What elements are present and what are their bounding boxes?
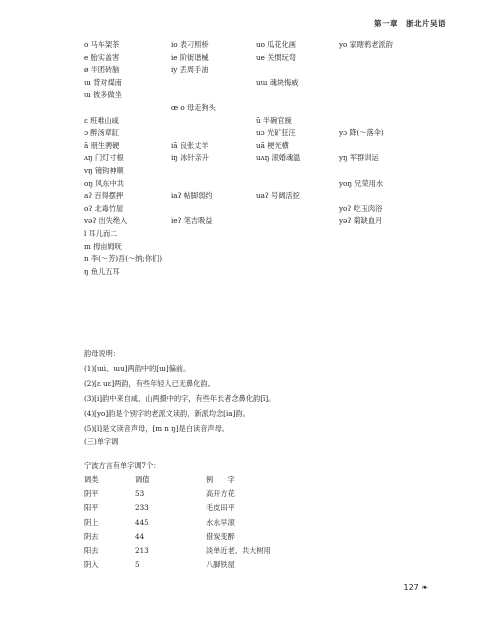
finals-row: [84, 267, 464, 280]
section-title: (三)单字调: [84, 437, 119, 446]
finals-row: [84, 254, 464, 267]
finals-row: [84, 103, 464, 116]
tone-value: 233: [135, 503, 149, 513]
tone-row: [84, 503, 344, 517]
tone-value: 5: [135, 560, 140, 570]
finals-row: [84, 204, 464, 217]
finals-row: [84, 53, 464, 66]
final-entry: ɯ 彼多做坐: [84, 90, 122, 100]
finals-table: [84, 40, 464, 279]
final-entry: yɔ 降(～落伞): [339, 128, 384, 138]
final-entry: yoʔ 吃玉肉浴: [339, 203, 383, 213]
header-example: 例 字: [206, 475, 235, 484]
final-entry: iŋ 冰针亲升: [171, 153, 209, 163]
tones-table: [84, 475, 344, 574]
tone-type: 阴去: [84, 531, 99, 541]
final-entry: yŋ 军群训运: [339, 153, 379, 163]
final-entry: o 马车架茶: [84, 40, 120, 49]
finals-row: [84, 141, 464, 154]
final-entry: uɯ 魂块悔威: [256, 77, 299, 87]
final-entry: yəʔ 菊缺血月: [339, 216, 383, 226]
final-entry: ie 阶街谐械: [171, 52, 209, 62]
final-entry: yo 家瞎鸦老派韵: [339, 40, 393, 49]
finals-row: [84, 229, 464, 242]
final-entry: n 李(～芳)吾(～纳;你们): [84, 254, 163, 264]
finals-row: [84, 40, 464, 53]
final-entry: iy 丢周手油: [171, 65, 209, 75]
tone-row: [84, 518, 344, 532]
final-entry: l 耳儿而二: [84, 228, 118, 238]
page-number: 127 ❧: [403, 583, 428, 592]
final-entry: uɔ 光矿狂汪: [256, 128, 296, 138]
finals-row: [84, 116, 464, 129]
finals-row: [84, 179, 464, 192]
tone-example: 高开方花: [206, 489, 235, 499]
final-entry: m 拇亩姆呒: [84, 241, 122, 251]
tone-example: 水永早滚: [206, 517, 235, 527]
tones-header-row: [84, 475, 344, 489]
final-entry: iã 良张丈羊: [171, 140, 209, 150]
note-line: (5)[l]是文读音声母，[m n ŋ]是白读音声母。: [84, 424, 229, 433]
finals-row: [84, 153, 464, 166]
final-entry: ũ 半碗官豌: [256, 115, 292, 125]
tone-value: 53: [135, 489, 145, 499]
tone-value: 213: [135, 545, 149, 555]
tone-type: 阴上: [84, 517, 99, 527]
tone-type: 阳平: [84, 503, 99, 513]
final-entry: ʌŋ 门灯寸根: [84, 153, 124, 163]
final-entry: ɔ 醉汤章缸: [84, 128, 120, 138]
final-entry: e 胎实盖害: [84, 52, 120, 62]
final-entry: oʔ 北毒竹屋: [84, 203, 124, 213]
note-line: (3)[i]韵中来自咸、山两摄中的字，有些年长者念鼻化韵[ĩ]。: [84, 394, 276, 403]
tones-intro: 宁波方言有单字调7个：: [84, 461, 161, 470]
final-entry: ɯ 背对煤南: [84, 77, 122, 87]
final-entry: vŋ 镜钩神顺: [84, 165, 124, 175]
tone-type: 阳去: [84, 545, 99, 555]
finals-row: [84, 191, 464, 204]
final-entry: io 表刁照桥: [171, 40, 209, 49]
finals-row: [84, 65, 464, 78]
finals-row: [84, 78, 464, 91]
tone-row: [84, 560, 344, 574]
tone-example: 淡单近老、共大树用: [206, 545, 271, 555]
tone-value: 445: [135, 517, 149, 527]
tone-example: 毛皮田平: [206, 503, 235, 513]
final-entry: vəʔ 出失绝入: [84, 216, 128, 226]
finals-row: [84, 166, 464, 179]
header-value: 调值: [135, 475, 150, 484]
final-entry: ã 朋生骋硬: [84, 140, 120, 150]
tone-row: [84, 489, 344, 503]
final-entry: uaʔ 号阔活挖: [256, 191, 300, 201]
final-entry: ø 半团砖脑: [84, 65, 120, 75]
final-entry: oŋ 风东中共: [84, 178, 124, 188]
tone-example: 八脚铁屋: [206, 560, 235, 570]
finals-row: [84, 242, 464, 255]
header-type: 调类: [84, 475, 99, 484]
finals-row: [84, 128, 464, 141]
notes-heading: 韵母说明：: [84, 349, 120, 358]
finals-notes: [84, 349, 444, 439]
finals-row: [84, 90, 464, 103]
chapter-header: 第一章 浙北片吴语: [374, 19, 446, 28]
finals-row: [84, 216, 464, 229]
tone-value: 44: [135, 531, 145, 541]
tone-example: 借炭变醉: [206, 531, 235, 541]
final-entry: uo 瓜花化画: [256, 40, 296, 49]
note-line: (4)[yo]韵是个别字的老派文读韵，新派均念[ia]韵。: [84, 409, 250, 418]
final-entry: ieʔ 笔吉吸益: [171, 216, 213, 226]
note-line: (1)[ɯi、ɯu]两韵中的[ɯ]偏前。: [84, 364, 191, 373]
note-line: (2)[ɛ uɛ]两韵，有些年轻人已无鼻化韵。: [84, 379, 215, 388]
final-entry: yoŋ 兄荣用水: [339, 178, 384, 188]
tone-row: [84, 532, 344, 546]
final-entry: ŋ 鱼儿五耳: [84, 266, 120, 276]
tone-type: 阴平: [84, 489, 99, 499]
final-entry: ue 关惯玩弯: [256, 52, 296, 62]
final-entry: ɛ 班难山咸: [84, 115, 119, 125]
final-entry: uʌŋ 滚婚魂温: [256, 153, 301, 163]
final-entry: uã 梗光横: [256, 140, 289, 150]
tone-row: [84, 546, 344, 560]
tone-type: 阴入: [84, 560, 99, 570]
final-entry: aʔ 百得摆押: [84, 191, 124, 201]
final-entry: iaʔ 帖脚弱约: [171, 191, 213, 201]
final-entry: œ o 母走狗头: [171, 102, 216, 112]
